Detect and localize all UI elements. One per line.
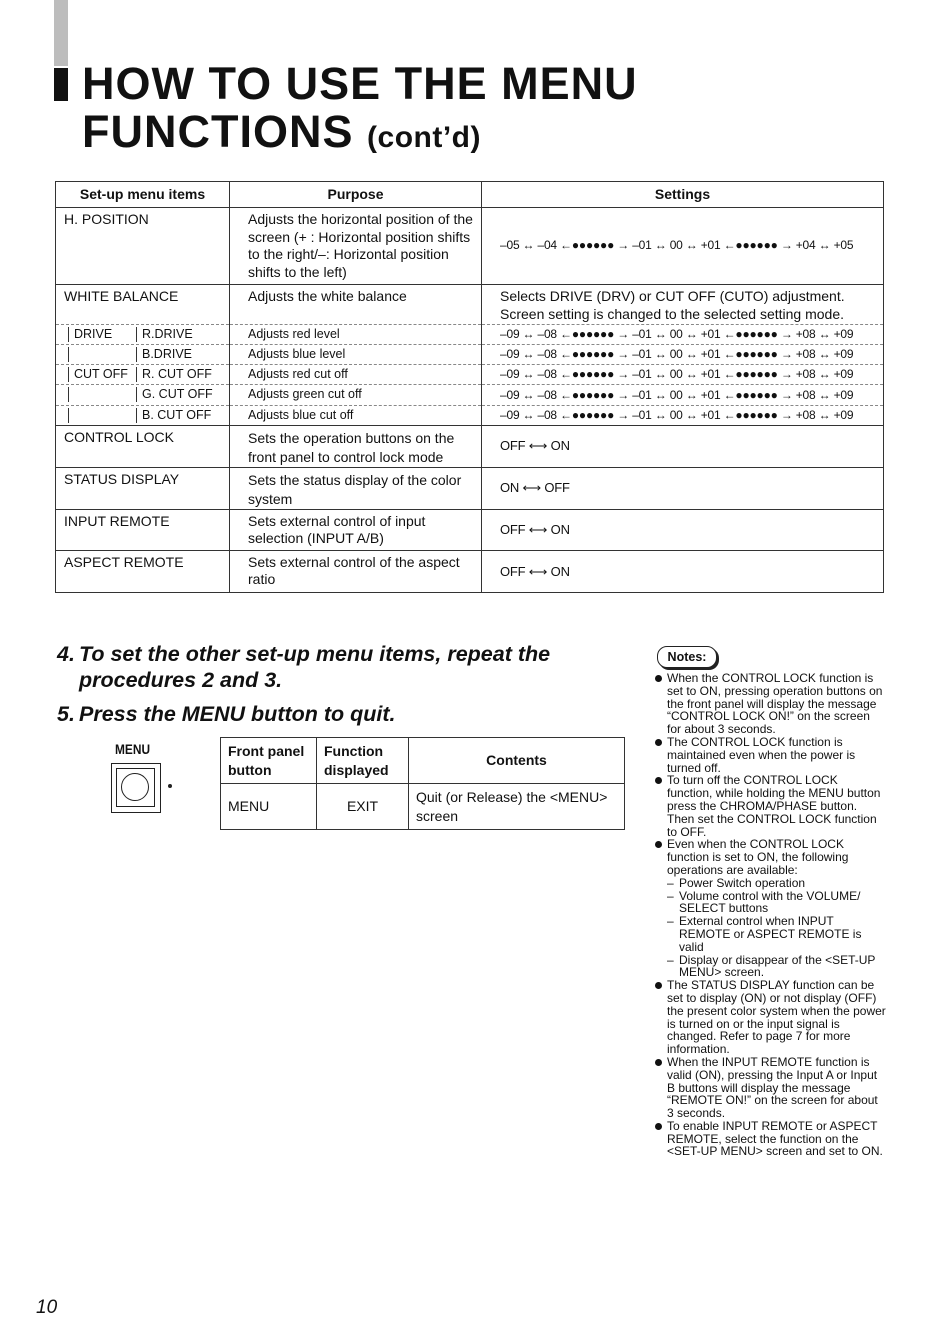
settings-control-lock: OFF ⟷ ON xyxy=(482,425,884,467)
cell-contents: Quit (or Release) the <MENU> screen xyxy=(409,784,625,830)
item-hposition: H. POSITION xyxy=(56,208,230,285)
purpose-control-lock: Sets the operation buttons on the front panel to control lock mode xyxy=(230,425,482,467)
notes-list xyxy=(654,672,886,1158)
cell-function: EXIT xyxy=(317,784,409,830)
sub-purpose: Adjusts red cut off xyxy=(230,365,482,385)
step-4: 4. To set the other set-up menu items, repeat the procedures 2 and 3. xyxy=(57,642,551,692)
table-row-aspect-remote xyxy=(56,550,884,592)
sub-settings: –09 ↔ –08 ←●●●●●● → –01 ↔ 00 ↔ +01 ←●●●●●● → +08 ↔ +09 xyxy=(482,345,884,365)
table-row-white-balance xyxy=(56,285,884,325)
header-function-displayed: Function displayed xyxy=(317,738,409,784)
table-row xyxy=(56,325,884,345)
settings-input-remote: OFF ⟷ ON xyxy=(482,509,884,550)
top-gray-bar xyxy=(54,0,68,66)
list-item: To enable INPUT REMOTE or ASPECT REMOTE, select the function on the <SET-UP MENU> screen and set to ON. xyxy=(654,1120,886,1158)
menu-button-label: MENU xyxy=(115,741,151,757)
title-line2: FUNCTIONS xyxy=(82,106,354,157)
item-control-lock: CONTROL LOCK xyxy=(56,425,230,467)
sub-purpose: Adjusts blue level xyxy=(230,345,482,365)
sub-purpose: Adjusts green cut off xyxy=(230,385,482,405)
list-item: Even when the CONTROL LOCK function is set to ON, the following operations are available: – Power Switch operation – Volume control with the VOLUME/ SELECT buttons – External control when INPUT REMOTE or ASPECT REMOTE is valid – Display or disappear of the <SET-UP MENU> screen. xyxy=(654,838,886,979)
page-title xyxy=(82,60,638,162)
sub-settings: –09 ↔ –08 ←●●●●●● → –01 ↔ 00 ↔ +01 ←●●●●●● → +08 ↔ +09 xyxy=(482,385,884,405)
notes-badge: Notes: xyxy=(657,646,717,668)
table-row-control-lock xyxy=(56,425,884,467)
purpose-status-display: Sets the status display of the color system xyxy=(230,467,482,509)
title-suffix: (cont’d) xyxy=(367,121,481,154)
list-item: – Volume control with the VOLUME/ SELECT buttons xyxy=(667,890,886,916)
purpose-white-balance: Adjusts the white balance xyxy=(230,285,482,325)
list-item: When the INPUT REMOTE function is valid (ON), pressing the Input A or Input B buttons will display the message “REMOTE ON!” on the screen for about 3 seconds. xyxy=(654,1056,886,1120)
list-item: The STATUS DISPLAY function can be set to display (ON) or not display (OFF) the present color system when the power is turned on or the input signal is changed. Refer to page 7 for more information. xyxy=(654,979,886,1056)
title-line1: HOW TO USE THE MENU xyxy=(82,58,638,109)
table-row xyxy=(56,385,884,405)
settings-white-balance: Selects DRIVE (DRV) or CUT OFF (CUTO) adjustment. Screen setting is changed to the selected setting mode. xyxy=(482,285,884,325)
table-row xyxy=(56,345,884,365)
sub-item-label: R.DRIVE xyxy=(142,327,193,342)
table-row-input-remote xyxy=(56,509,884,550)
cell-button: MENU xyxy=(221,784,317,830)
notes-sublist xyxy=(667,877,886,979)
sub-item-label: G. CUT OFF xyxy=(142,387,213,402)
setup-menu-table xyxy=(55,181,884,593)
group-label-drive: DRIVE xyxy=(74,327,113,342)
header-setup-items: Set-up menu items xyxy=(56,182,230,208)
header-front-panel-button: Front panel button xyxy=(221,738,317,784)
function-table xyxy=(220,737,625,830)
page-number: 10 xyxy=(36,1297,58,1318)
item-aspect-remote: ASPECT REMOTE xyxy=(56,550,230,592)
indicator-dot-icon xyxy=(168,784,172,788)
sub-settings: –09 ↔ –08 ←●●●●●● → –01 ↔ 00 ↔ +01 ←●●●●●● → +08 ↔ +09 xyxy=(482,405,884,425)
sub-purpose: Adjusts red level xyxy=(230,325,482,345)
header-purpose: Purpose xyxy=(230,182,482,208)
sub-item-label: B.DRIVE xyxy=(142,347,193,362)
sub-item-label: B. CUT OFF xyxy=(142,407,212,422)
list-item: The CONTROL LOCK function is maintained even when the power is turned off. xyxy=(654,736,886,774)
table-row xyxy=(56,405,884,425)
step-4-line1: To set the other set-up menu items, repeat the xyxy=(79,642,551,666)
item-white-balance: WHITE BALANCE xyxy=(56,285,230,325)
header-settings: Settings xyxy=(482,182,884,208)
purpose-hposition: Adjusts the horizontal position of the screen (+ : Horizontal position shifts to the right/–: Horizontal position shifts to the left) xyxy=(230,208,482,285)
settings-hposition: –05 ↔ –04 ←●●●●●● → –01 ↔ 00 ↔ +01 ←●●●●●● → +04 ↔ +05 xyxy=(482,208,884,285)
header-contents: Contents xyxy=(409,738,625,784)
purpose-input-remote: Sets external control of input selection (INPUT A/B) xyxy=(230,509,482,550)
sub-settings: –09 ↔ –08 ←●●●●●● → –01 ↔ 00 ↔ +01 ←●●●●●● → +08 ↔ +09 xyxy=(482,365,884,385)
menu-button-icon xyxy=(111,763,161,813)
list-item: To turn off the CONTROL LOCK function, while holding the MENU button press the CHROMA/PHASE button. Then set the CONTROL LOCK function to OFF. xyxy=(654,774,886,838)
table-row-hposition xyxy=(56,208,884,285)
item-input-remote: INPUT REMOTE xyxy=(56,509,230,550)
purpose-aspect-remote: Sets external control of the aspect ratio xyxy=(230,550,482,592)
step-5: 5. Press the MENU button to quit. xyxy=(57,702,396,726)
settings-aspect-remote: OFF ⟷ ON xyxy=(482,550,884,592)
sub-item-label: R. CUT OFF xyxy=(142,367,212,382)
step-4-line2: procedures 2 and 3. xyxy=(79,668,283,692)
list-item: – Display or disappear of the <SET-UP MENU> screen. xyxy=(667,954,886,980)
list-item: – Power Switch operation xyxy=(667,877,886,890)
step-5-text: Press the MENU button to quit. xyxy=(79,702,396,726)
table-row-status-display xyxy=(56,467,884,509)
sub-purpose: Adjusts blue cut off xyxy=(230,405,482,425)
settings-status-display: ON ⟷ OFF xyxy=(482,467,884,509)
item-status-display: STATUS DISPLAY xyxy=(56,467,230,509)
list-item: When the CONTROL LOCK function is set to ON, pressing operation buttons on the front panel will display the message “CONTROL LOCK ON!” on the screen for about 3 seconds. xyxy=(654,672,886,736)
title-marker-bar xyxy=(54,68,68,101)
list-item: – External control when INPUT REMOTE or ASPECT REMOTE is valid xyxy=(667,915,886,953)
table-row xyxy=(56,365,884,385)
sub-settings: –09 ↔ –08 ←●●●●●● → –01 ↔ 00 ↔ +01 ←●●●●●● → +08 ↔ +09 xyxy=(482,325,884,345)
group-label-cutoff: CUT OFF xyxy=(74,367,128,382)
